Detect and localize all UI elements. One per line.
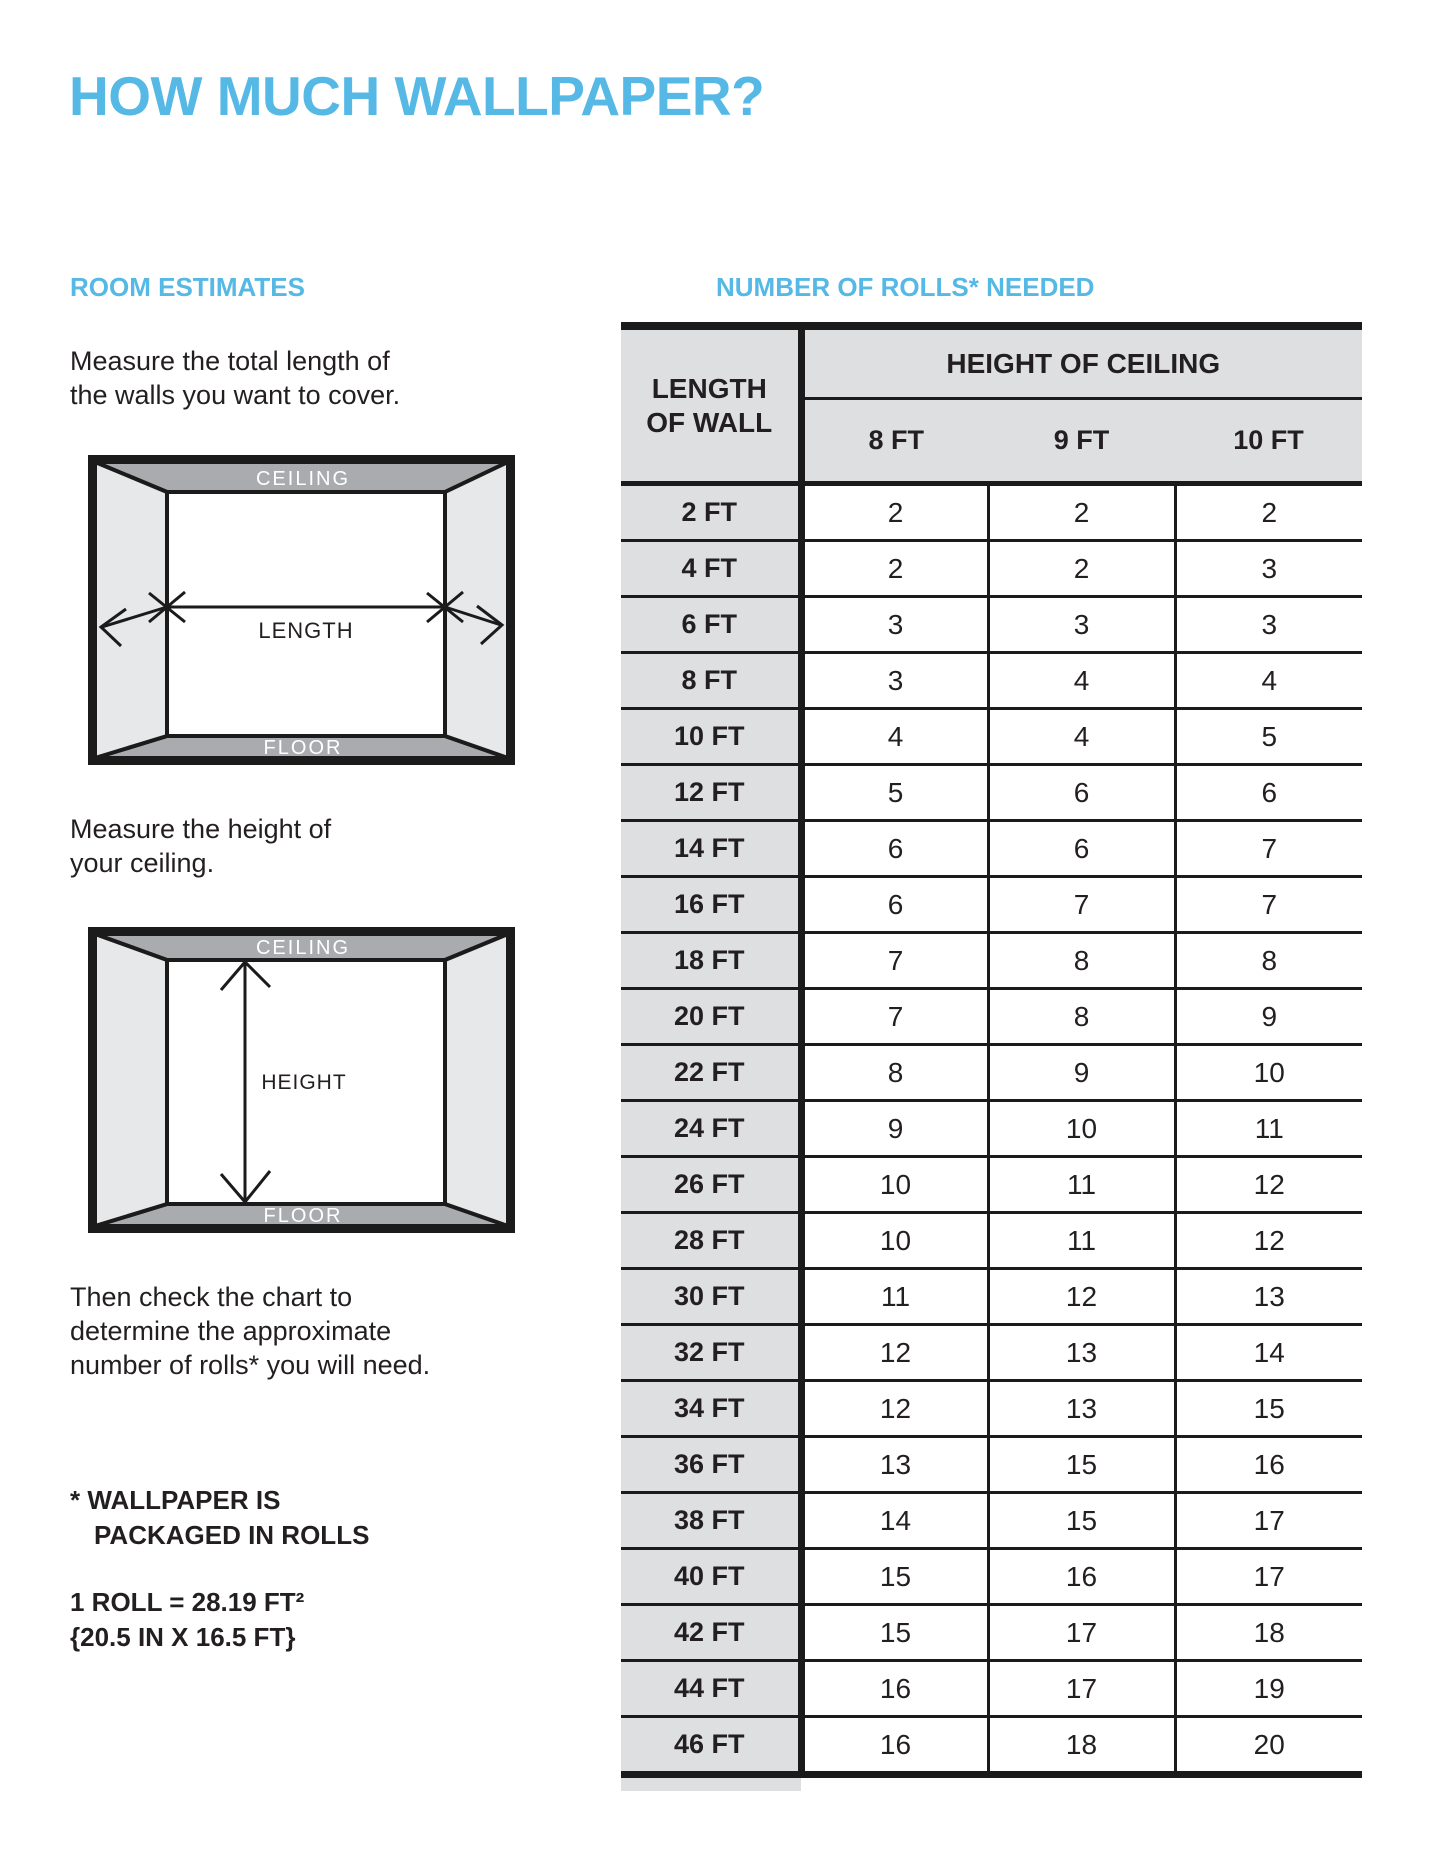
rolls-table-body	[621, 484, 1362, 1775]
rolls-count-cell: 2	[988, 484, 1175, 541]
table-row	[621, 1213, 1362, 1269]
rolls-count-cell: 14	[1175, 1325, 1362, 1381]
step-measure-height-line: Measure the height of	[70, 814, 332, 844]
ceiling-label: CEILING	[255, 937, 351, 959]
rolls-count-cell: 3	[801, 597, 988, 653]
height-of-ceiling-header: HEIGHT OF CEILING	[801, 326, 1362, 399]
rolls-count-cell: 8	[988, 933, 1175, 989]
rolls-count-cell: 8	[1175, 933, 1362, 989]
table-row	[621, 1661, 1362, 1717]
rolls-count-cell: 2	[988, 541, 1175, 597]
rolls-count-cell: 4	[801, 709, 988, 765]
rolls-count-cell: 13	[988, 1325, 1175, 1381]
rolls-count-cell: 2	[801, 541, 988, 597]
rolls-count-cell: 15	[801, 1549, 988, 1605]
table-row	[621, 765, 1362, 821]
wall-length-cell: 8 FT	[621, 653, 801, 709]
wall-length-cell: 4 FT	[621, 541, 801, 597]
rolls-count-cell: 16	[801, 1661, 988, 1717]
step-check-chart-line: Then check the chart to	[70, 1282, 353, 1312]
rolls-count-cell: 7	[1175, 877, 1362, 933]
rolls-count-cell: 11	[1175, 1101, 1362, 1157]
rolls-count-cell: 3	[1175, 541, 1362, 597]
wall-length-cell: 24 FT	[621, 1101, 801, 1157]
table-row	[621, 1269, 1362, 1325]
rolls-count-cell: 7	[988, 877, 1175, 933]
length-of-wall-header	[621, 326, 801, 484]
step-measure-length-line: the walls you want to cover.	[70, 380, 401, 410]
roll-size-note	[70, 1585, 304, 1655]
rolls-count-cell: 16	[1175, 1437, 1362, 1493]
wall-length-cell: 46 FT	[621, 1717, 801, 1775]
roll-size-line: {20.5 IN X 16.5 FT}	[70, 1622, 296, 1652]
height-label: HEIGHT	[261, 1071, 347, 1094]
rolls-count-cell: 4	[988, 709, 1175, 765]
rolls-count-cell: 15	[988, 1493, 1175, 1549]
rolls-count-cell: 4	[988, 653, 1175, 709]
rolls-count-cell: 15	[801, 1605, 988, 1661]
wall-length-cell: 22 FT	[621, 1045, 801, 1101]
rolls-count-cell: 3	[988, 597, 1175, 653]
rolls-count-cell: 7	[801, 989, 988, 1045]
roll-size-line: 1 ROLL = 28.19 FT²	[70, 1587, 305, 1617]
rolls-count-cell: 12	[1175, 1157, 1362, 1213]
table-row	[621, 1101, 1362, 1157]
rolls-count-cell: 17	[1175, 1493, 1362, 1549]
wall-length-cell: 16 FT	[621, 877, 801, 933]
rolls-count-cell: 13	[1175, 1269, 1362, 1325]
rolls-count-cell: 17	[988, 1605, 1175, 1661]
col-header-10ft: 10 FT	[1175, 399, 1362, 484]
rolls-count-cell: 7	[801, 933, 988, 989]
floor-label: FLOOR	[263, 737, 343, 759]
step-measure-length	[70, 344, 400, 412]
rolls-count-cell: 11	[988, 1213, 1175, 1269]
length-of-wall-header-line: LENGTH	[651, 372, 767, 404]
wall-length-cell: 44 FT	[621, 1661, 801, 1717]
rolls-count-cell: 18	[1175, 1605, 1362, 1661]
wall-length-cell: 30 FT	[621, 1269, 801, 1325]
rolls-count-cell: 15	[988, 1437, 1175, 1493]
wall-length-cell: 2 FT	[621, 484, 801, 541]
rolls-table	[621, 322, 1362, 1791]
table-row	[621, 1717, 1362, 1775]
left-wall	[95, 934, 167, 1226]
rolls-count-cell: 11	[988, 1157, 1175, 1213]
wall-length-cell: 26 FT	[621, 1157, 801, 1213]
rolls-count-cell: 5	[801, 765, 988, 821]
rolls-count-cell: 9	[988, 1045, 1175, 1101]
rolls-count-cell: 14	[801, 1493, 988, 1549]
wall-length-cell: 14 FT	[621, 821, 801, 877]
step-check-chart-line: determine the approximate	[70, 1316, 392, 1346]
rolls-count-cell: 12	[1175, 1213, 1362, 1269]
page-title: HOW MUCH WALLPAPER?	[69, 65, 765, 127]
table-row	[621, 933, 1362, 989]
wall-length-cell: 6 FT	[621, 597, 801, 653]
table-row	[621, 1381, 1362, 1437]
wall-length-cell: 28 FT	[621, 1213, 801, 1269]
rolls-count-cell: 6	[988, 765, 1175, 821]
rolls-count-cell: 10	[1175, 1045, 1362, 1101]
rolls-count-cell: 20	[1175, 1717, 1362, 1775]
table-row	[621, 653, 1362, 709]
wall-length-cell: 12 FT	[621, 765, 801, 821]
rolls-footnote	[70, 1483, 369, 1553]
wall-length-cell: 34 FT	[621, 1381, 801, 1437]
table-row	[621, 597, 1362, 653]
step-measure-height	[70, 812, 331, 880]
floor-label: FLOOR	[263, 1205, 343, 1227]
col-header-8ft: 8 FT	[801, 399, 988, 484]
ceiling-label: CEILING	[255, 468, 351, 490]
room-height-diagram	[88, 927, 515, 1233]
table-row	[621, 541, 1362, 597]
table-row	[621, 821, 1362, 877]
table-row	[621, 1325, 1362, 1381]
table-row	[621, 1493, 1362, 1549]
step-check-chart-line: number of rolls* you will need.	[70, 1350, 431, 1380]
table-row	[621, 1549, 1362, 1605]
wall-length-cell: 40 FT	[621, 1549, 801, 1605]
table-row	[621, 989, 1362, 1045]
rolls-count-cell: 6	[1175, 765, 1362, 821]
rolls-count-cell: 11	[801, 1269, 988, 1325]
rolls-count-cell: 12	[801, 1381, 988, 1437]
rolls-footnote-line: PACKAGED IN ROLLS	[94, 1520, 370, 1550]
rolls-count-cell: 15	[1175, 1381, 1362, 1437]
rolls-count-cell: 13	[988, 1381, 1175, 1437]
wall-length-cell: 20 FT	[621, 989, 801, 1045]
step-measure-length-line: Measure the total length of	[70, 346, 390, 376]
step-check-chart	[70, 1280, 430, 1382]
step-measure-height-line: your ceiling.	[70, 848, 215, 878]
rolls-count-cell: 8	[988, 989, 1175, 1045]
rolls-count-cell: 7	[1175, 821, 1362, 877]
table-row	[621, 1157, 1362, 1213]
wall-length-cell: 38 FT	[621, 1493, 801, 1549]
rolls-needed-heading: NUMBER OF ROLLS* NEEDED	[716, 272, 1095, 302]
rolls-count-cell: 13	[801, 1437, 988, 1493]
right-wall	[445, 934, 508, 1226]
table-row	[621, 709, 1362, 765]
rolls-count-cell: 17	[1175, 1549, 1362, 1605]
rolls-count-cell: 6	[801, 877, 988, 933]
rolls-count-cell: 12	[988, 1269, 1175, 1325]
wall-length-cell: 36 FT	[621, 1437, 801, 1493]
room-length-diagram	[88, 455, 515, 765]
length-label: LENGTH	[258, 618, 354, 643]
wall-length-cell: 18 FT	[621, 933, 801, 989]
col-header-9ft: 9 FT	[988, 399, 1175, 484]
table-row	[621, 877, 1362, 933]
room-estimates-heading: ROOM ESTIMATES	[70, 272, 305, 302]
rolls-count-cell: 4	[1175, 653, 1362, 709]
rolls-count-cell: 2	[801, 484, 988, 541]
back-wall	[167, 492, 445, 736]
rolls-count-cell: 6	[801, 821, 988, 877]
rolls-footnote-line: * WALLPAPER IS	[70, 1485, 281, 1515]
rolls-count-cell: 6	[988, 821, 1175, 877]
wall-length-cell: 42 FT	[621, 1605, 801, 1661]
rolls-count-cell: 18	[988, 1717, 1175, 1775]
rolls-count-cell: 10	[801, 1157, 988, 1213]
rolls-count-cell: 16	[801, 1717, 988, 1775]
rolls-count-cell: 10	[801, 1213, 988, 1269]
wall-length-cell: 10 FT	[621, 709, 801, 765]
length-of-wall-header-line: OF WALL	[646, 406, 773, 438]
rolls-count-cell: 10	[988, 1101, 1175, 1157]
table-row	[621, 484, 1362, 541]
table-row	[621, 1045, 1362, 1101]
rolls-count-cell: 5	[1175, 709, 1362, 765]
rolls-count-cell: 9	[1175, 989, 1362, 1045]
rolls-count-cell: 3	[801, 653, 988, 709]
table-row	[621, 1437, 1362, 1493]
rolls-count-cell: 19	[1175, 1661, 1362, 1717]
table-row	[621, 1605, 1362, 1661]
rolls-count-cell: 16	[988, 1549, 1175, 1605]
rolls-count-cell: 17	[988, 1661, 1175, 1717]
rolls-count-cell: 12	[801, 1325, 988, 1381]
wall-length-cell: 32 FT	[621, 1325, 801, 1381]
table-footer-tab	[621, 1778, 801, 1791]
rolls-count-cell: 9	[801, 1101, 988, 1157]
rolls-count-cell: 8	[801, 1045, 988, 1101]
rolls-count-cell: 3	[1175, 597, 1362, 653]
rolls-count-cell: 2	[1175, 484, 1362, 541]
